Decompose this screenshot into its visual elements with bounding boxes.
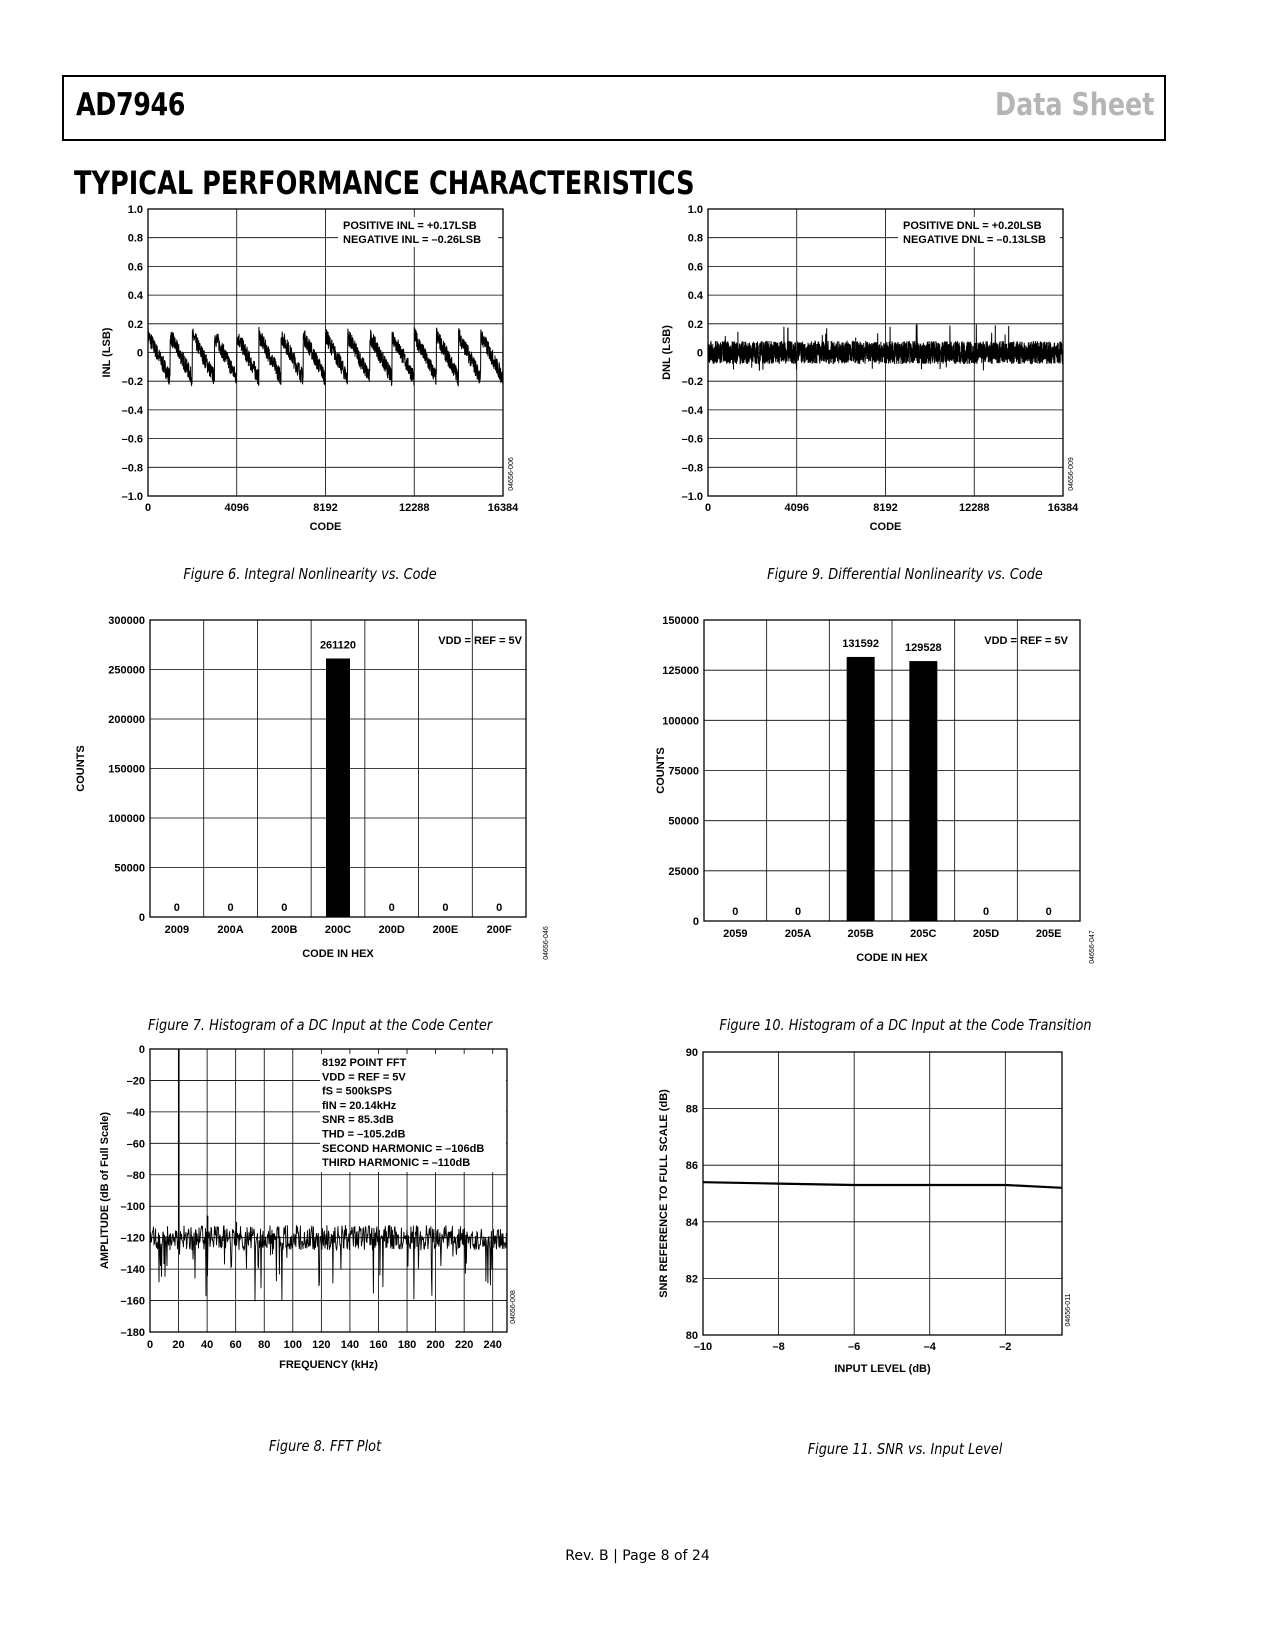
y-tick-label: –0.6 [681, 433, 703, 446]
bar-value-label: 0 [281, 902, 288, 914]
x-tick-label: 80 [258, 1339, 271, 1351]
y-tick-label: –0.2 [121, 376, 143, 389]
legend-text: NEGATIVE DNL = –0.13LSB [903, 234, 1046, 246]
y-tick-label: 1.0 [127, 204, 143, 216]
figure-code: 04656-047 [1089, 930, 1096, 964]
snr-vs-input-chart [658, 1047, 1135, 1435]
y-axis-label: AMPLITUDE (dB of Full Scale) [99, 1111, 111, 1270]
x-axis-label: CODE IN HEX [302, 948, 374, 960]
bar-value-label: 0 [388, 902, 395, 914]
histogram-bar [909, 661, 937, 921]
x-axis-label: CODE [869, 521, 902, 533]
x-axis-label: FREQUENCY (kHz) [279, 1359, 378, 1371]
y-tick-label: 250000 [108, 664, 145, 677]
x-tick-label: 60 [229, 1339, 242, 1351]
x-tick-label: 205B [847, 928, 874, 940]
y-axis-label: COUNTS [75, 745, 87, 792]
x-tick-label: 0 [704, 502, 712, 514]
x-tick-label: 12288 [958, 502, 990, 514]
x-tick-label: 0 [146, 1339, 154, 1351]
y-tick-label: 200000 [108, 714, 145, 726]
y-tick-label: –0.2 [681, 376, 703, 389]
y-tick-label: 0.8 [127, 232, 143, 245]
y-tick-label: 300000 [108, 615, 145, 627]
condition-note: VDD = REF = 5V [438, 635, 522, 647]
y-tick-label: 0.4 [687, 290, 703, 303]
y-tick-label: 0 [138, 1044, 145, 1056]
y-tick-label: –0.6 [121, 433, 143, 446]
y-tick-label: 75000 [668, 765, 699, 778]
x-tick-label: –8 [772, 1341, 785, 1353]
x-tick-label: 205E [1035, 928, 1062, 940]
x-tick-label: 8192 [873, 502, 898, 514]
fft-chart [99, 1044, 550, 1435]
x-tick-label: 200A [217, 924, 244, 936]
x-tick-label: 16384 [487, 502, 519, 514]
plot-frame [703, 1052, 1062, 1335]
x-tick-label: 200B [271, 924, 298, 936]
x-tick-label: –4 [923, 1341, 936, 1353]
fft-legend-text: SNR = 85.3dB [322, 1114, 394, 1127]
x-tick-label: 100 [283, 1339, 302, 1351]
y-tick-label: –80 [126, 1169, 145, 1182]
figure-8-caption: Figure 8. FFT Plot [268, 1437, 382, 1455]
y-tick-label: 1.0 [687, 204, 703, 216]
x-tick-label: 20 [172, 1339, 185, 1351]
fft-legend-text: SECOND HARMONIC = –106dB [322, 1142, 485, 1155]
y-tick-label: 0.2 [127, 318, 143, 331]
y-tick-label: 84 [685, 1216, 698, 1229]
bar-value-label: 0 [982, 906, 990, 918]
y-tick-label: –140 [120, 1264, 145, 1277]
y-tick-label: 100000 [662, 715, 699, 728]
x-tick-label: 140 [340, 1339, 360, 1351]
y-tick-label: 25000 [668, 865, 699, 878]
y-tick-label: –60 [126, 1138, 145, 1151]
inl-series-line [148, 327, 503, 386]
figure-6-caption: Figure 6. Integral Nonlinearity vs. Code [183, 565, 437, 583]
x-tick-label: 120 [312, 1339, 331, 1351]
y-axis-label: COUNTS [655, 747, 667, 794]
x-tick-label: 4096 [784, 502, 809, 514]
fft-legend-text: VDD = REF = 5V [322, 1071, 406, 1084]
y-axis-label: INL (LSB) [101, 327, 113, 378]
y-tick-label: 0.8 [687, 232, 703, 245]
figure-11-caption: Figure 11. SNR vs. Input Level [807, 1440, 1003, 1458]
figure-9-caption: Figure 9. Differential Nonlinearity vs. Code [767, 565, 1043, 583]
legend-text: POSITIVE DNL = +0.20LSB [903, 220, 1042, 232]
part-number: AD7946 [76, 87, 186, 123]
fft-legend-text: THD = –105.2dB [322, 1128, 406, 1141]
y-tick-label: 0 [696, 347, 703, 360]
y-tick-label: 125000 [662, 665, 699, 678]
x-tick-label: 200D [378, 924, 405, 936]
x-tick-label: 200 [426, 1339, 445, 1351]
bar-value-label: 0 [794, 906, 802, 918]
y-tick-label: –20 [126, 1075, 145, 1088]
x-axis-label: CODE [309, 521, 342, 533]
y-tick-label: 80 [685, 1330, 698, 1342]
legend-text: POSITIVE INL = +0.17LSB [343, 220, 477, 232]
x-tick-label: –10 [693, 1341, 713, 1353]
y-tick-label: –0.4 [681, 404, 703, 417]
x-tick-label: 160 [369, 1339, 388, 1351]
y-tick-label: –1.0 [121, 491, 143, 503]
x-tick-label: 8192 [313, 502, 338, 514]
x-tick-label: –6 [848, 1341, 861, 1353]
x-tick-label: 205C [910, 928, 937, 940]
y-tick-label: 0.6 [127, 261, 143, 274]
x-tick-label: 205D [972, 928, 1000, 940]
y-tick-label: –40 [126, 1106, 145, 1119]
bar-value-label: 0 [496, 902, 503, 914]
histogram-code-transition-chart [650, 615, 1160, 1010]
dnl-chart [660, 205, 1130, 550]
x-tick-label: 2059 [723, 928, 748, 940]
figure-7-caption: Figure 7. Histogram of a DC Input at the Code Center [148, 1016, 493, 1034]
y-tick-label: –0.8 [121, 462, 143, 475]
fft-legend-text: THIRD HARMONIC = –110dB [322, 1157, 471, 1170]
y-tick-label: 82 [685, 1273, 698, 1286]
x-axis-label: CODE IN HEX [856, 952, 928, 964]
figure-code: 04656-011 [1065, 1293, 1072, 1327]
fft-legend-text: fIN = 20.14kHz [322, 1099, 397, 1112]
y-tick-label: –120 [120, 1232, 145, 1245]
fft-legend-text: 8192 POINT FFT [322, 1057, 407, 1069]
y-tick-label: 100000 [108, 813, 145, 825]
y-tick-label: 90 [685, 1047, 698, 1059]
page-header [62, 75, 1166, 141]
y-tick-label: 86 [685, 1160, 698, 1173]
bar-value-label: 261120 [319, 639, 357, 652]
section-title: TYPICAL PERFORMANCE CHARACTERISTICS [74, 164, 695, 202]
bar-value-label: 0 [732, 906, 739, 918]
y-axis-label: DNL (LSB) [661, 325, 673, 380]
x-tick-label: 205A [784, 928, 812, 940]
bar-value-label: 0 [1045, 906, 1052, 918]
x-tick-label: –2 [999, 1341, 1012, 1353]
page-footer: Rev. B | Page 8 of 24 [565, 1548, 710, 1564]
bar-value-label: 129528 [904, 642, 942, 655]
x-tick-label: 220 [454, 1339, 474, 1351]
legend-text: NEGATIVE INL = –0.26LSB [343, 234, 482, 246]
x-tick-label: 12288 [398, 502, 430, 514]
figure-code: 04656-009 [1068, 457, 1075, 491]
histogram-bar [847, 657, 875, 921]
x-tick-label: 200E [432, 924, 459, 936]
x-tick-label: 240 [483, 1339, 502, 1351]
x-axis-label: INPUT LEVEL (dB) [834, 1363, 931, 1375]
figure-10-caption: Figure 10. Histogram of a DC Input at the Code Transition [719, 1016, 1092, 1034]
y-tick-label: –180 [120, 1327, 145, 1339]
figure-code: 04656-008 [510, 1290, 517, 1324]
x-tick-label: 0 [144, 502, 152, 514]
histogram-bar [326, 658, 350, 917]
y-tick-label: –100 [120, 1201, 145, 1214]
fft-noise-line [150, 1225, 507, 1301]
document-type: Data Sheet [994, 87, 1154, 123]
snr-series-line [703, 1182, 1062, 1188]
fft-legend-text: fS = 500kSPS [322, 1085, 393, 1098]
bar-value-label: 0 [442, 902, 449, 914]
figure-code: 04656-006 [508, 457, 515, 491]
condition-note: VDD = REF = 5V [984, 635, 1068, 647]
y-tick-label: 0 [692, 916, 699, 928]
y-tick-label: 50000 [114, 862, 145, 875]
bar-value-label: 0 [227, 902, 234, 914]
x-tick-label: 200F [486, 924, 512, 936]
y-tick-label: –160 [120, 1295, 145, 1308]
y-tick-label: 150000 [662, 615, 699, 627]
y-tick-label: 0 [138, 912, 145, 924]
y-tick-label: –0.8 [681, 462, 703, 475]
y-tick-label: 0 [136, 347, 143, 360]
y-tick-label: 0.4 [127, 290, 143, 303]
x-tick-label: 40 [200, 1339, 214, 1351]
x-tick-label: 2009 [164, 924, 190, 936]
y-tick-label: 50000 [668, 815, 699, 828]
y-tick-label: 0.6 [687, 261, 703, 274]
x-tick-label: 200C [324, 924, 352, 936]
inl-chart [90, 205, 560, 550]
x-tick-label: 16384 [1047, 502, 1079, 514]
y-tick-label: 88 [685, 1103, 698, 1116]
y-tick-label: –0.4 [121, 404, 143, 417]
x-tick-label: 180 [397, 1339, 417, 1351]
bar-value-label: 131592 [842, 637, 880, 650]
figure-code: 04656-046 [543, 926, 550, 960]
y-tick-label: 0.2 [687, 318, 703, 331]
y-tick-label: 150000 [108, 763, 145, 776]
histogram-code-center-chart [70, 615, 580, 1010]
y-tick-label: –1.0 [681, 491, 703, 503]
bar-value-label: 0 [173, 902, 180, 914]
y-axis-label: SNR REFERENCE TO FULL SCALE (dB) [658, 1089, 670, 1298]
x-tick-label: 4096 [224, 502, 249, 514]
